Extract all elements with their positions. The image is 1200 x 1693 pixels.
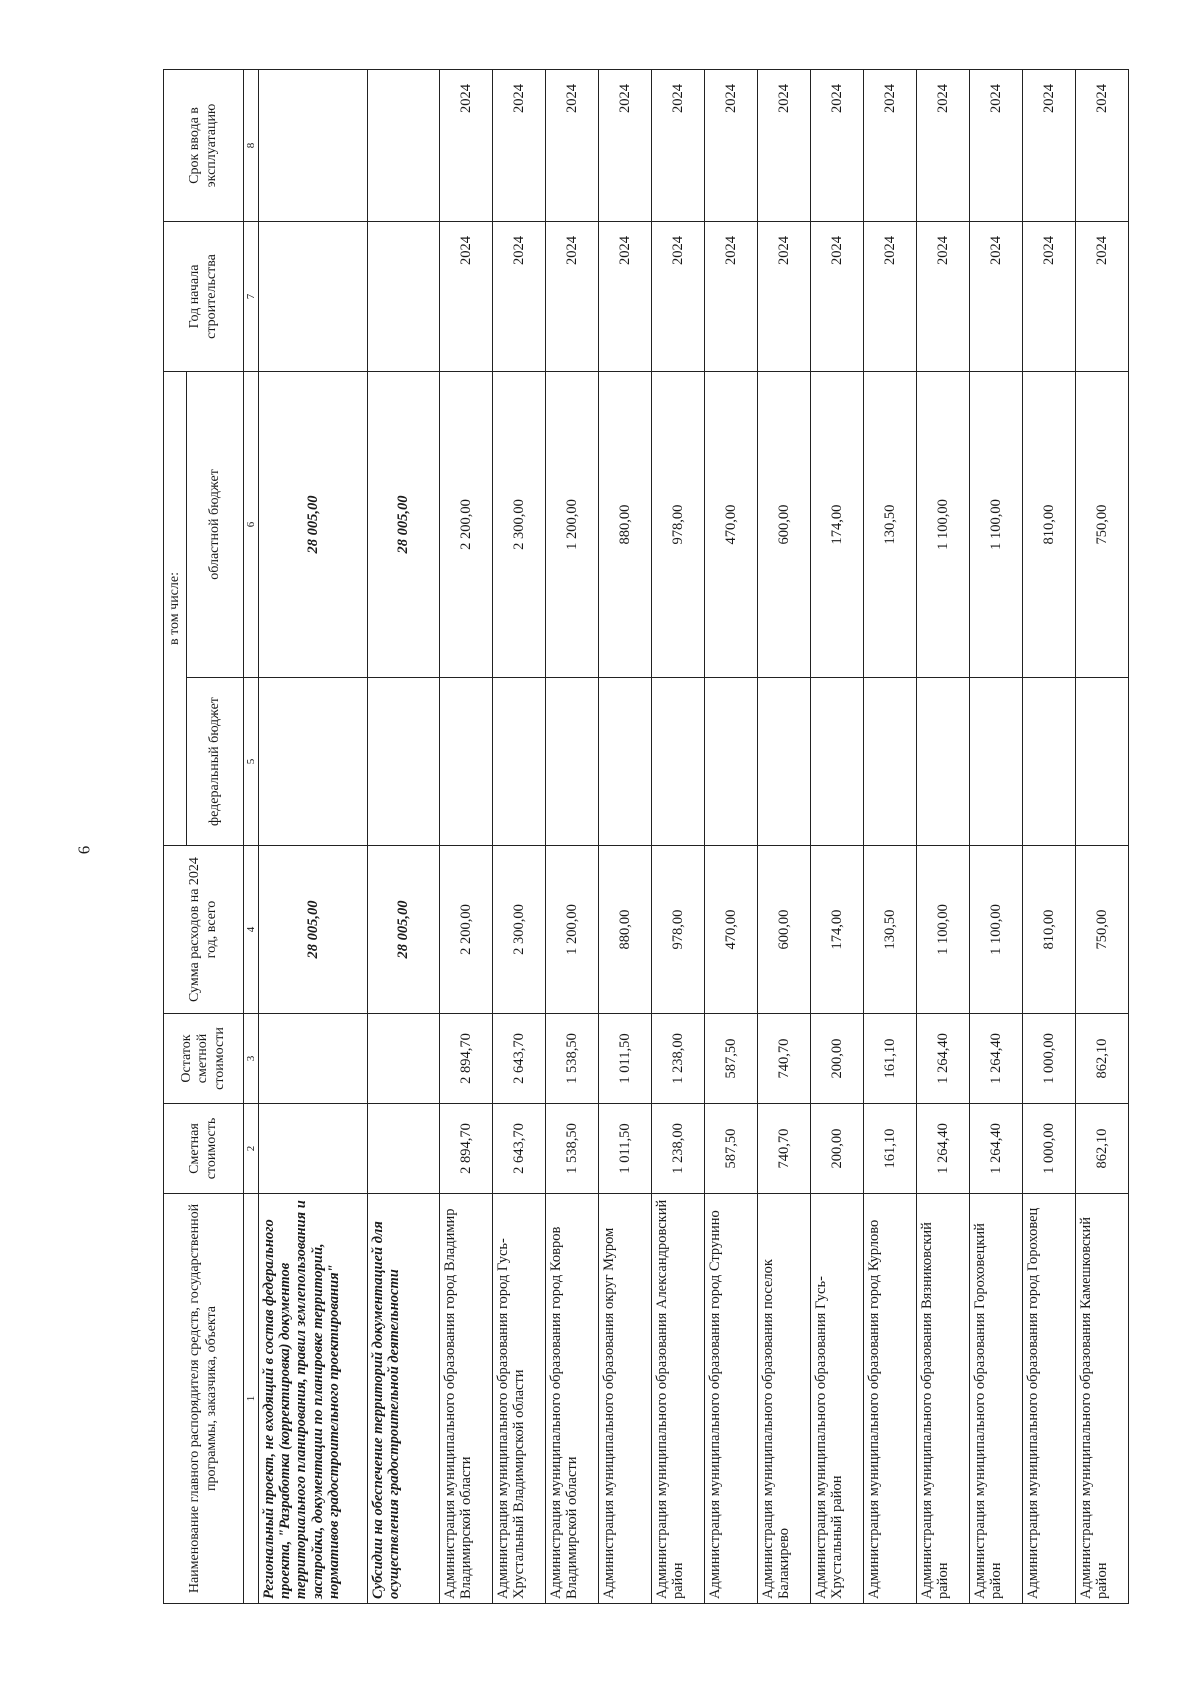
row-total: 880,00: [599, 846, 652, 1014]
row-cost: 200,00: [811, 1104, 864, 1194]
row-total: 1 100,00: [970, 846, 1023, 1014]
row-total: 600,00: [758, 846, 811, 1014]
table-row: [970, 69, 1023, 1603]
row-name: Администрация муниципального образования город Гусь-Хрустальный Владимирской области: [493, 1194, 546, 1604]
column-number: 5: [244, 678, 259, 846]
row-regional: 2 200,00: [440, 371, 493, 677]
row-end-year: 2024: [970, 69, 1023, 221]
row-start-year: 2024: [917, 221, 970, 371]
row-remainder: 1 264,40: [970, 1014, 1023, 1104]
row-regional: 1 100,00: [917, 371, 970, 677]
row-federal: [1023, 678, 1076, 846]
row-start-year: 2024: [493, 221, 546, 371]
row-name: Администрация муниципального образования Вязниковский район: [917, 1194, 970, 1604]
row-regional: 880,00: [599, 371, 652, 677]
subsidy-row: [368, 69, 440, 1603]
row-cost: 2 643,70: [493, 1104, 546, 1194]
subsidy-cost: [368, 1104, 440, 1194]
row-start-year: 2024: [705, 221, 758, 371]
row-start-year: 2024: [546, 221, 599, 371]
row-regional: 1 100,00: [970, 371, 1023, 677]
row-total: 750,00: [1076, 846, 1129, 1014]
project-federal: [259, 678, 368, 846]
row-federal: [493, 678, 546, 846]
row-federal: [811, 678, 864, 846]
row-cost: 1 011,50: [599, 1104, 652, 1194]
row-remainder: 200,00: [811, 1014, 864, 1104]
row-start-year: 2024: [970, 221, 1023, 371]
row-total: 1 100,00: [917, 846, 970, 1014]
row-end-year: 2024: [1023, 69, 1076, 221]
row-remainder: 1 264,40: [917, 1014, 970, 1104]
row-total: 810,00: [1023, 846, 1076, 1014]
row-cost: 2 894,70: [440, 1104, 493, 1194]
expenses-table: [163, 69, 1129, 1604]
row-end-year: 2024: [652, 69, 705, 221]
row-remainder: 1 011,50: [599, 1014, 652, 1104]
row-end-year: 2024: [705, 69, 758, 221]
row-end-year: 2024: [599, 69, 652, 221]
column-number-row: [244, 69, 259, 1603]
row-federal: [864, 678, 917, 846]
row-name: Администрация муниципального образования город Владимир Владимирской области: [440, 1194, 493, 1604]
header-start-year: Год начала строительства: [164, 221, 244, 371]
row-federal: [1076, 678, 1129, 846]
row-start-year: 2024: [652, 221, 705, 371]
header-row-1: [164, 69, 187, 1603]
row-regional: 600,00: [758, 371, 811, 677]
row-end-year: 2024: [864, 69, 917, 221]
project-cost: [259, 1104, 368, 1194]
row-regional: 810,00: [1023, 371, 1076, 677]
header-remainder: Остаток сметной стоимости: [164, 1014, 244, 1104]
row-end-year: 2024: [493, 69, 546, 221]
row-cost: 1 238,00: [652, 1104, 705, 1194]
row-regional: 1 200,00: [546, 371, 599, 677]
subsidy-end: [368, 69, 440, 221]
row-federal: [970, 678, 1023, 846]
column-number: 3: [244, 1014, 259, 1104]
row-cost: 740,70: [758, 1104, 811, 1194]
row-start-year: 2024: [599, 221, 652, 371]
table-row: [1076, 69, 1129, 1603]
row-end-year: 2024: [440, 69, 493, 221]
table-row: [705, 69, 758, 1603]
row-end-year: 2024: [811, 69, 864, 221]
row-start-year: 2024: [440, 221, 493, 371]
row-start-year: 2024: [811, 221, 864, 371]
row-regional: 750,00: [1076, 371, 1129, 677]
subsidy-remainder: [368, 1014, 440, 1104]
row-start-year: 2024: [1076, 221, 1129, 371]
project-remainder: [259, 1014, 368, 1104]
row-cost: 1 538,50: [546, 1104, 599, 1194]
row-total: 978,00: [652, 846, 705, 1014]
row-total: 470,00: [705, 846, 758, 1014]
row-total: 1 200,00: [546, 846, 599, 1014]
header-federal: федеральный бюджет: [187, 678, 244, 846]
column-number: 4: [244, 846, 259, 1014]
row-federal: [546, 678, 599, 846]
table-row: [546, 69, 599, 1603]
row-federal: [917, 678, 970, 846]
header-total: Сумма расходов на 2024 год, всего: [164, 846, 244, 1014]
row-cost: 1 000,00: [1023, 1104, 1076, 1194]
rotated-table-container: [163, 70, 1200, 1604]
row-start-year: 2024: [864, 221, 917, 371]
page-number: 6: [74, 845, 94, 855]
row-regional: 978,00: [652, 371, 705, 677]
row-name: Администрация муниципального образования Камешковский район: [1076, 1194, 1129, 1604]
row-name: Администрация муниципального образования Гороховецкий район: [970, 1194, 1023, 1604]
column-number: 8: [244, 69, 259, 221]
project-regional: 28 005,00: [259, 371, 368, 677]
row-remainder: 740,70: [758, 1014, 811, 1104]
subsidy-total: 28 005,00: [368, 846, 440, 1014]
table-row: [917, 69, 970, 1603]
table-row: [864, 69, 917, 1603]
row-name: Администрация муниципального образования город Ковров Владимирской области: [546, 1194, 599, 1604]
row-name: Администрация муниципального образования Александровский район: [652, 1194, 705, 1604]
row-end-year: 2024: [917, 69, 970, 221]
row-start-year: 2024: [1023, 221, 1076, 371]
row-start-year: 2024: [758, 221, 811, 371]
row-remainder: 1 238,00: [652, 1014, 705, 1104]
table-row: [758, 69, 811, 1603]
column-number: 6: [244, 371, 259, 677]
row-end-year: 2024: [546, 69, 599, 221]
column-number: 2: [244, 1104, 259, 1194]
row-federal: [652, 678, 705, 846]
table-row: [652, 69, 705, 1603]
row-total: 2 300,00: [493, 846, 546, 1014]
row-cost: 161,10: [864, 1104, 917, 1194]
row-name: Администрация муниципального образования город Гороховец: [1023, 1194, 1076, 1604]
subsidy-regional: 28 005,00: [368, 371, 440, 677]
subsidy-name: Субсидии на обеспечение территорий документацией для осуществления градостроительной деятельности: [368, 1194, 440, 1604]
row-remainder: 862,10: [1076, 1014, 1129, 1104]
row-cost: 587,50: [705, 1104, 758, 1194]
row-regional: 470,00: [705, 371, 758, 677]
project-row: [259, 69, 368, 1603]
row-remainder: 1 000,00: [1023, 1014, 1076, 1104]
table-row: [599, 69, 652, 1603]
row-total: 2 200,00: [440, 846, 493, 1014]
row-remainder: 1 538,50: [546, 1014, 599, 1104]
row-remainder: 161,10: [864, 1014, 917, 1104]
row-end-year: 2024: [758, 69, 811, 221]
row-remainder: 587,50: [705, 1014, 758, 1104]
column-number: 1: [244, 1194, 259, 1604]
row-regional: 174,00: [811, 371, 864, 677]
row-total: 174,00: [811, 846, 864, 1014]
header-name: Наименование главного распорядителя средств, государственной программы, заказчика, объекта: [164, 1194, 244, 1604]
table-row: [811, 69, 864, 1603]
row-cost: 1 264,40: [917, 1104, 970, 1194]
row-regional: 2 300,00: [493, 371, 546, 677]
row-cost: 1 264,40: [970, 1104, 1023, 1194]
table-row: [493, 69, 546, 1603]
row-regional: 130,50: [864, 371, 917, 677]
row-federal: [440, 678, 493, 846]
header-end-year: Срок ввода в эксплуатацию: [164, 69, 244, 221]
row-federal: [599, 678, 652, 846]
subsidy-start: [368, 221, 440, 371]
row-total: 130,50: [864, 846, 917, 1014]
row-remainder: 2 894,70: [440, 1014, 493, 1104]
table-row: [440, 69, 493, 1603]
project-total: 28 005,00: [259, 846, 368, 1014]
row-end-year: 2024: [1076, 69, 1129, 221]
project-name: Региональный проект, не входящий в состав федерального проекта, "Разработка (корректировка) документов территориального планирования, правил землепользования и застройки, документации по планировке территорий, нормативов градостроительного проектирования": [259, 1194, 368, 1604]
row-name: Администрация муниципального образования округ Муром: [599, 1194, 652, 1604]
header-group: в том числе:: [164, 371, 187, 845]
row-cost: 862,10: [1076, 1104, 1129, 1194]
column-number: 7: [244, 221, 259, 371]
row-name: Администрация муниципального образования город Струнино: [705, 1194, 758, 1604]
row-remainder: 2 643,70: [493, 1014, 546, 1104]
header-cost: Сметная стоимость: [164, 1104, 244, 1194]
project-end: [259, 69, 368, 221]
table-row: [1023, 69, 1076, 1603]
header-regional: областной бюджет: [187, 371, 244, 677]
subsidy-federal: [368, 678, 440, 846]
row-name: Администрация муниципального образования поселок Балакирево: [758, 1194, 811, 1604]
row-name: Администрация муниципального образования Гусь-Хрустальный район: [811, 1194, 864, 1604]
project-start: [259, 221, 368, 371]
row-federal: [705, 678, 758, 846]
row-federal: [758, 678, 811, 846]
row-name: Администрация муниципального образования город Курлово: [864, 1194, 917, 1604]
